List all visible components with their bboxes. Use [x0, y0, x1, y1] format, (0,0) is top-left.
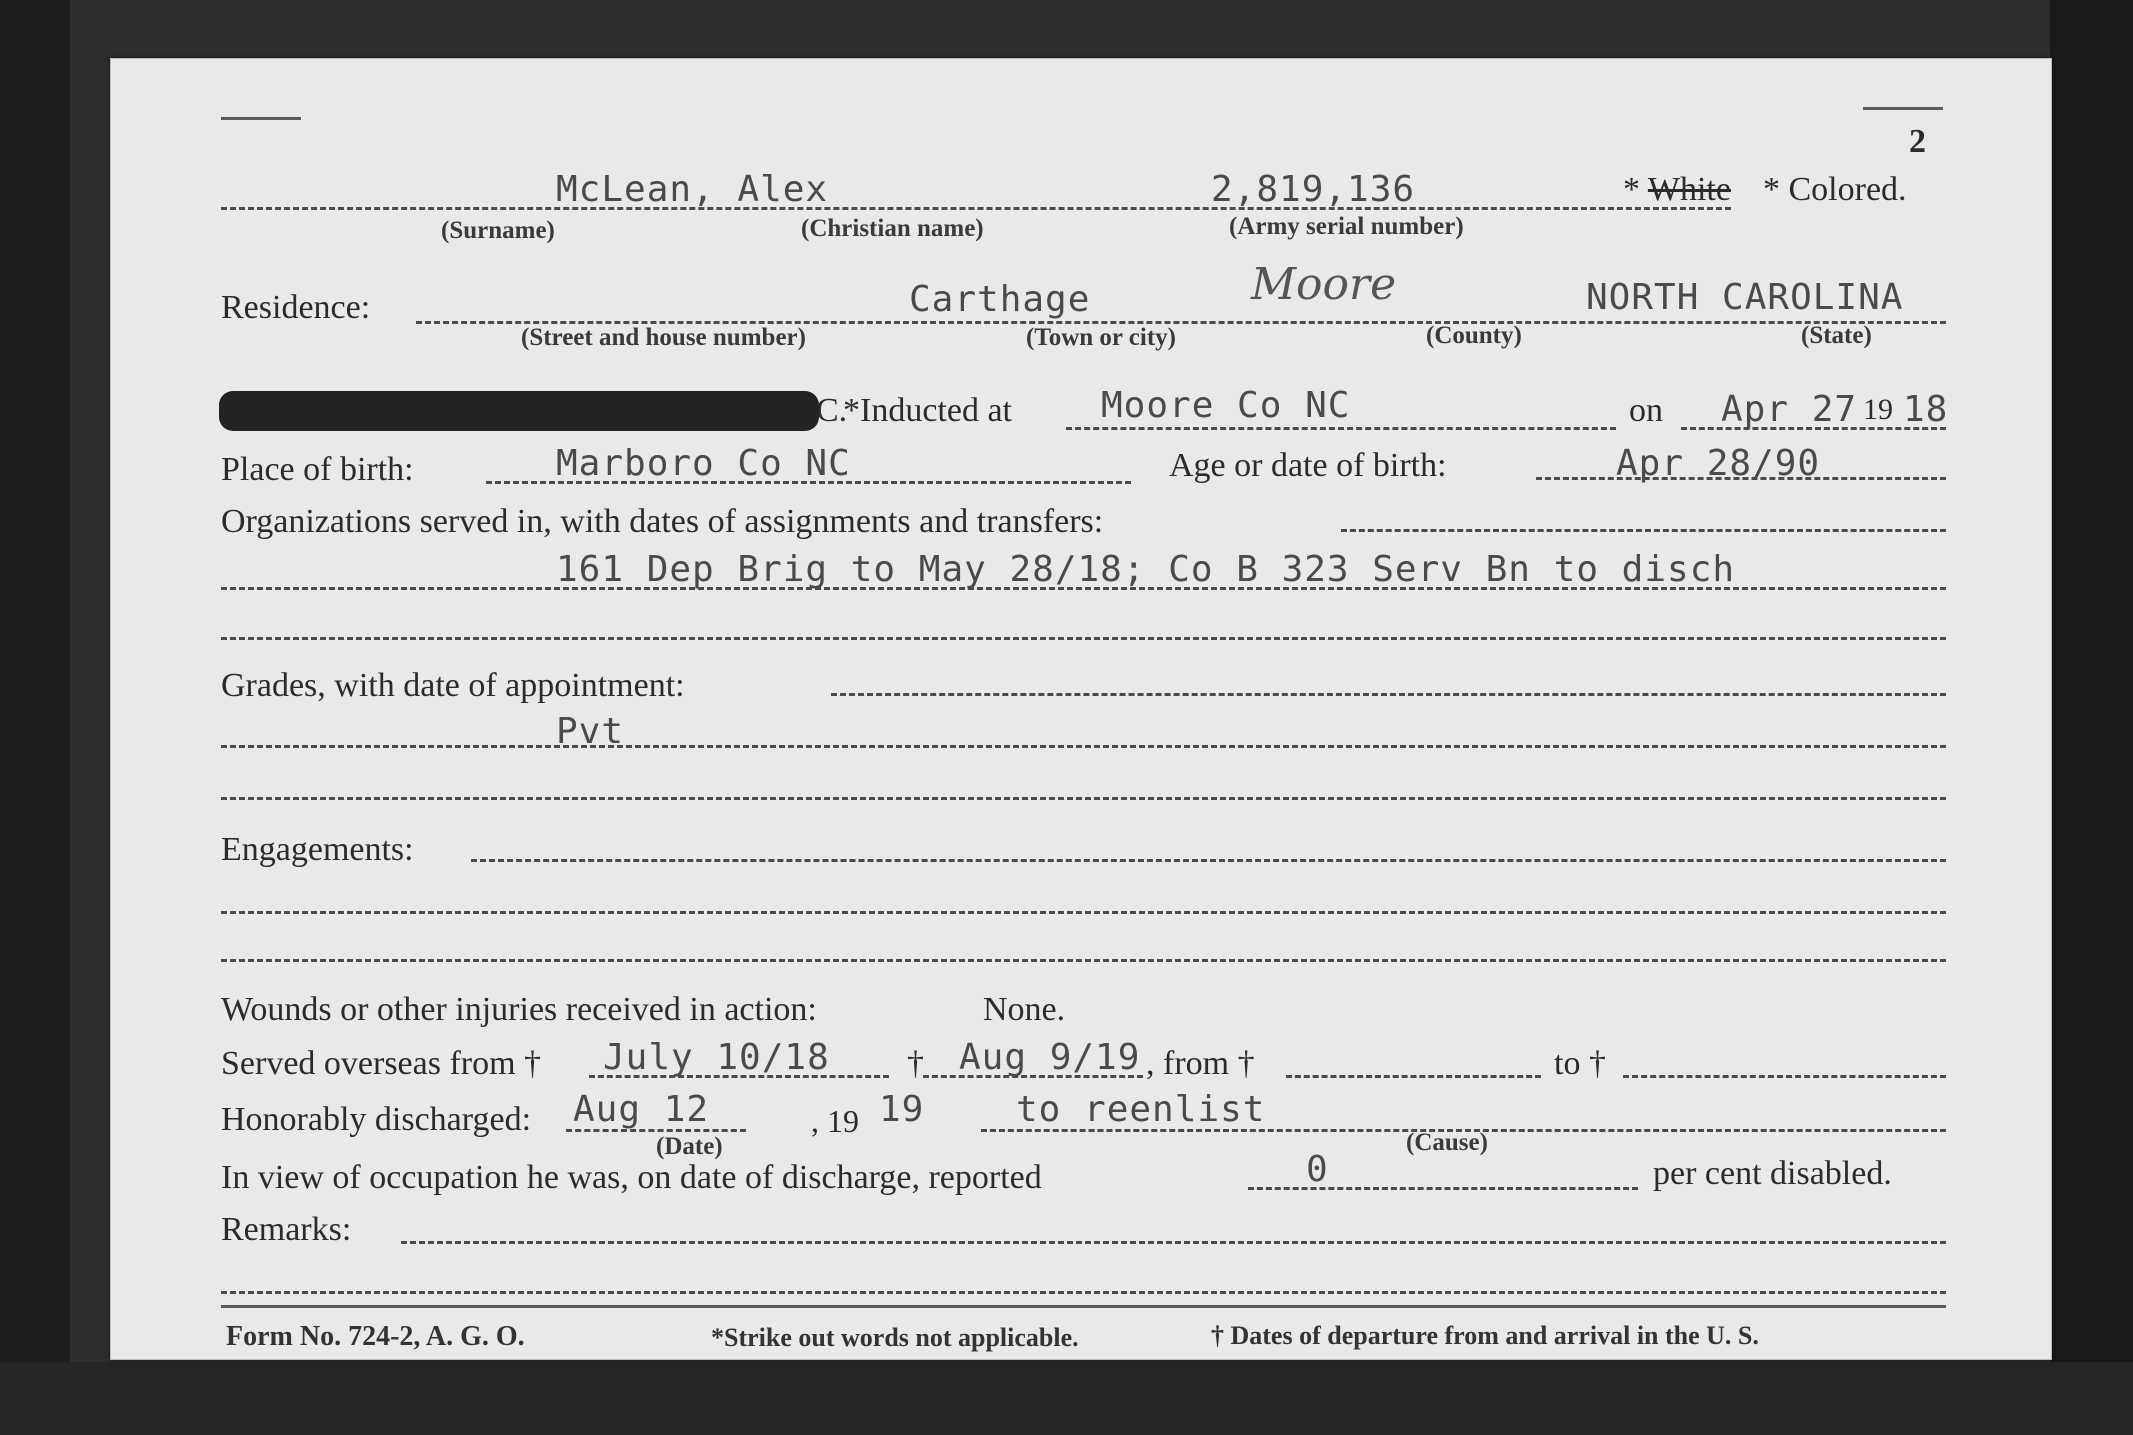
organizations-value: 161 Dep Brig to May 28/18; Co B 323 Serv Bn to disch — [556, 549, 1736, 590]
residence-county: Moore — [1251, 259, 1397, 310]
state-caption: (State) — [1801, 322, 1872, 349]
top-left-rule — [221, 117, 301, 120]
discharge-cause: to reenlist — [1016, 1089, 1266, 1130]
engagements-label: Engagements: — [221, 831, 414, 868]
disability-suffix: per cent disabled. — [1653, 1155, 1892, 1192]
wounds-label: Wounds or other injuries received in action: — [221, 991, 817, 1028]
remarks-line-2 — [221, 1291, 1946, 1294]
scan-border-right — [2050, 0, 2133, 1435]
inducted-at-label: *Inducted at — [843, 392, 1012, 429]
form-number: Form No. 724-2, A. G. O. — [226, 1321, 525, 1352]
serial-caption: (Army serial number) — [1229, 213, 1464, 240]
place-of-birth-label: Place of birth: — [221, 451, 414, 488]
grades-label: Grades, with date of appointment: — [221, 667, 685, 704]
honorably-discharged-label: Honorably discharged: — [221, 1101, 532, 1138]
footer-rule — [221, 1305, 1946, 1308]
dagger-note: † Dates of departure from and arrival in the U. S. — [1211, 1321, 1759, 1350]
disability-percent: 0 — [1306, 1149, 1329, 1190]
inducted-date: Apr 27 — [1721, 389, 1858, 430]
disability-label: In view of occupation he was, on date of discharge, reported — [221, 1159, 1042, 1196]
served-overseas-label: Served overseas from † — [221, 1045, 542, 1082]
army-serial-number: 2,819,136 — [1211, 169, 1416, 210]
surname-caption: (Surname) — [441, 217, 555, 244]
age-or-date-of-birth-label: Age or date of birth: — [1169, 447, 1447, 484]
discharge-year-prefix: , 19 — [811, 1103, 859, 1139]
residence-label: Residence: — [221, 289, 371, 326]
scan-border-left — [0, 0, 70, 1435]
remarks-label: Remarks: — [221, 1211, 352, 1248]
inducted-place: Moore Co NC — [1101, 385, 1351, 426]
overseas-to2-line — [1623, 1075, 1946, 1078]
discharge-cause-caption: (Cause) — [1406, 1129, 1488, 1156]
date-of-birth: Apr 28/90 — [1616, 443, 1821, 484]
inducted-on-label: on — [1629, 392, 1663, 429]
organizations-line-1 — [1341, 529, 1946, 532]
discharge-year-suffix: 19 — [879, 1089, 925, 1130]
overseas-from2-line — [1286, 1075, 1541, 1078]
remarks-line-1 — [401, 1241, 1946, 1244]
christian-name-caption: (Christian name) — [801, 215, 984, 242]
overseas-departure-date: July 10/18 — [603, 1037, 830, 1078]
organizations-label: Organizations served in, with dates of assignments and transfers: — [221, 503, 1104, 540]
grade-value: Pvt — [556, 711, 625, 752]
engagements-line-3 — [221, 959, 1946, 962]
engagements-line-1 — [471, 859, 1946, 862]
county-caption: (County) — [1426, 322, 1522, 349]
inducted-place-line — [1066, 427, 1616, 430]
race-white-struck: * White — [1623, 171, 1731, 208]
name-line — [221, 207, 1731, 210]
discharge-date-caption: (Date) — [656, 1133, 723, 1160]
surname-christian-name: McLean, Alex — [556, 169, 829, 210]
page-number: 2 — [1909, 123, 1926, 160]
inducted-year-prefix: 19 — [1863, 393, 1893, 426]
town-caption: (Town or city) — [1026, 324, 1176, 351]
service-record-card — [110, 58, 2052, 1360]
residence-town: Carthage — [909, 279, 1091, 320]
redacted-block — [219, 391, 819, 431]
wounds-value: None. — [983, 991, 1066, 1028]
induction-prefix: C. — [816, 392, 848, 429]
residence-state: NORTH CAROLINA — [1586, 277, 1904, 318]
top-right-rule — [1863, 107, 1943, 110]
scan-border-bottom — [0, 1362, 2133, 1435]
organizations-line-3 — [221, 637, 1946, 640]
inducted-year-suffix: 18 — [1903, 389, 1949, 430]
grades-line-2 — [221, 745, 1946, 748]
overseas-return-date: Aug 9/19 — [959, 1037, 1141, 1078]
race-colored: * Colored. — [1763, 171, 1907, 208]
grades-line-3 — [221, 797, 1946, 800]
overseas-to2-label: to † — [1554, 1045, 1606, 1082]
strike-note: *Strike out words not applicable. — [711, 1323, 1079, 1352]
street-caption: (Street and house number) — [521, 324, 806, 351]
grades-line-1 — [831, 693, 1946, 696]
overseas-from2-label: , from † — [1146, 1045, 1255, 1082]
overseas-to-dagger: † — [907, 1045, 924, 1082]
engagements-line-2 — [221, 911, 1946, 914]
discharge-date: Aug 12 — [573, 1089, 710, 1130]
place-of-birth: Marboro Co NC — [556, 443, 851, 484]
